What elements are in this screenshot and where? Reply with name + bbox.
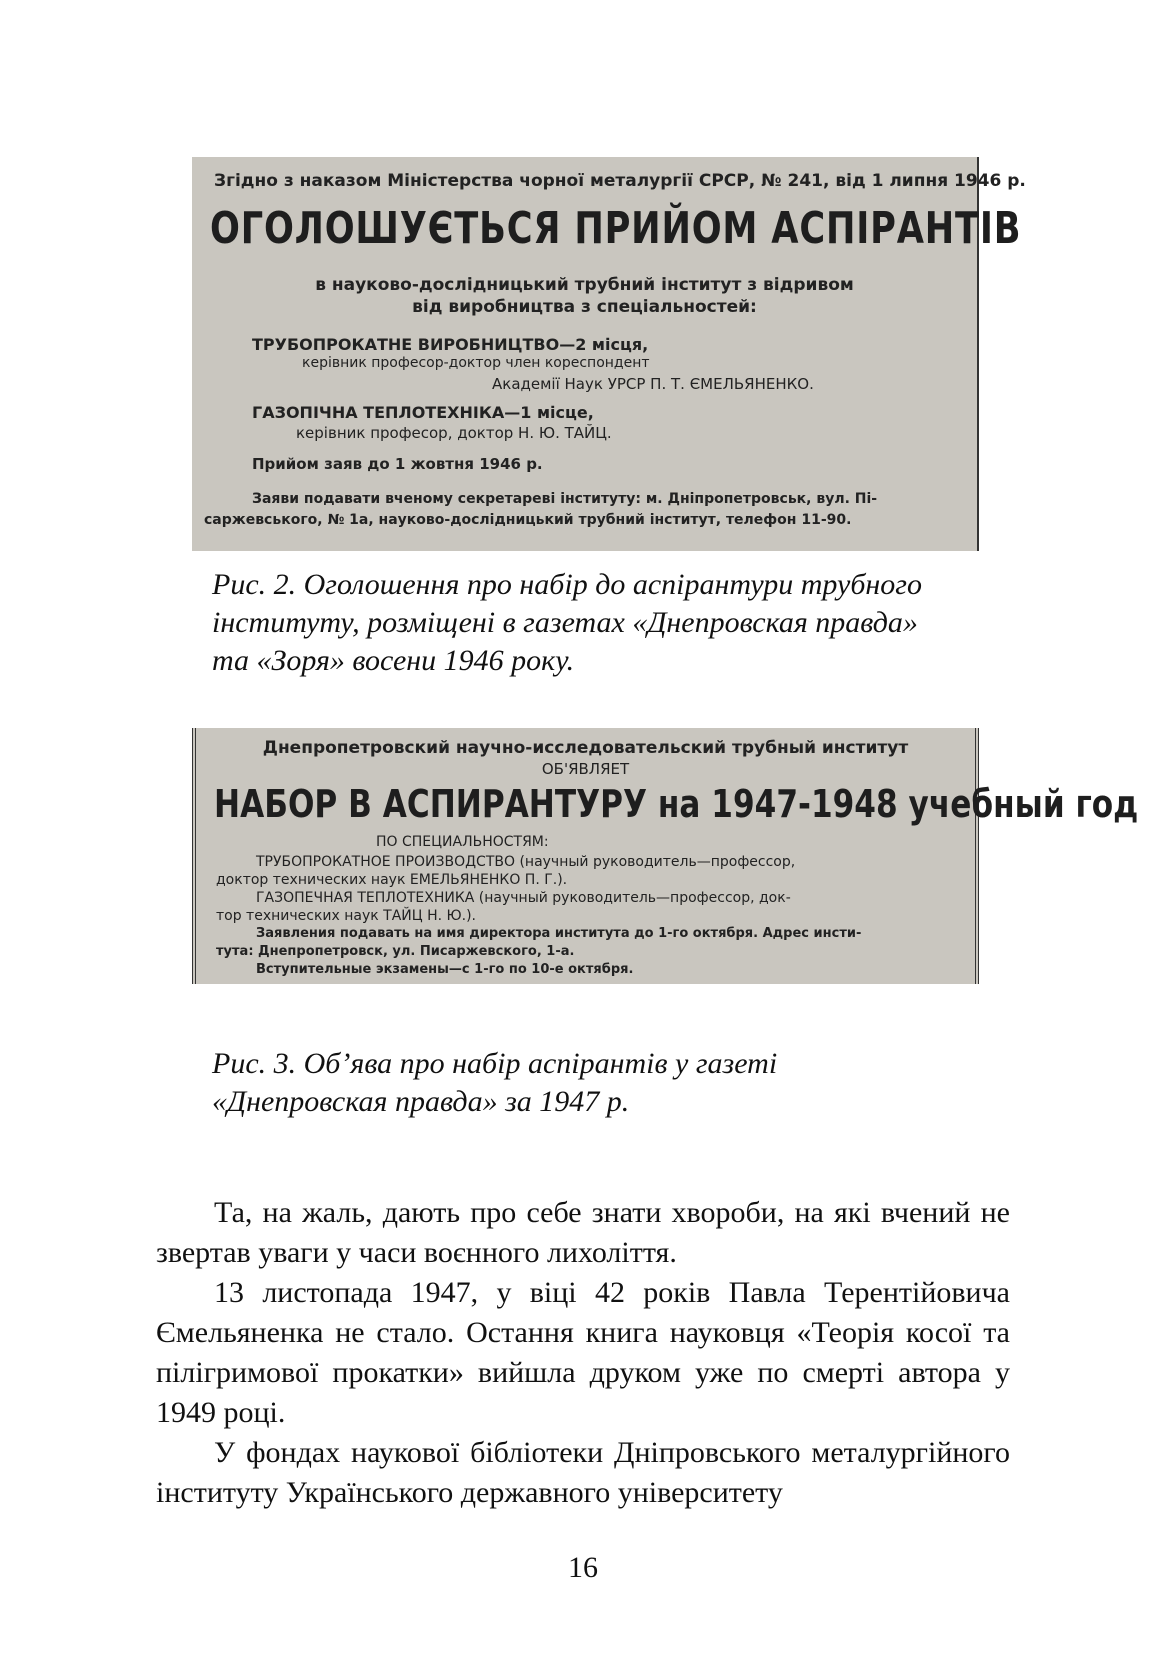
clipping-line: ТРУБОПРОКАТНЕ ВИРОБНИЦТВО—2 місця,	[252, 335, 649, 354]
clipping-line: доктор технических наук ЕМЕЛЬЯНЕНКО П. Г.).	[216, 872, 568, 888]
clipping-line: Академії Наук УРСР П. Т. ЄМЕЛЬЯНЕНКО.	[492, 375, 814, 393]
newspaper-clipping-1947	[192, 728, 1139, 984]
clipping-line: Заяви подавати вченому секретареві інституту: м. Дніпропетровськ, вул. Пі-	[252, 491, 878, 507]
clipping-headline: НАБОР В АСПИРАНТУРУ на 1947-1948 учебный год	[214, 782, 1139, 826]
clipping-line: керівник професор, доктор Н. Ю. ТАЙЦ.	[296, 424, 612, 442]
clipping-line: ТРУБОПРОКАТНОЕ ПРОИЗВОДСТВО (научный руководитель—профессор,	[256, 854, 796, 870]
clipping-line: керівник професор-доктор член кореспондент	[302, 355, 650, 371]
clipping-line: ОБ'ЯВЛЯЕТ	[541, 760, 630, 778]
clipping-line: тута: Днепропетровск, ул. Писаржевского, 1-а.	[216, 944, 575, 959]
clipping-line: Вступительные экзамены—с 1-го по 10-е октября.	[256, 962, 634, 977]
figure-caption-2: Рис. 2. Оголошення про набір до аспірантури трубного інституту, розміщені в газетах «Днепровская правда» та «Зоря» восени 1946 року.	[212, 568, 922, 677]
figure-caption-3: Рис. 3. Об’ява про набір аспірантів у газеті «Днепровская правда» за 1947 р.	[212, 1047, 778, 1118]
clipping-line: ГАЗОПЕЧНАЯ ТЕПЛОТЕХНИКА (научный руководитель—профессор, док-	[256, 890, 791, 906]
body-paragraph: У фондах наукової бібліотеки Дніпровського металургійного інституту Українського державного університету	[156, 1436, 1010, 1509]
clipping-line: Заявления подавать на имя директора института до 1-го октября. Адрес инсти-	[256, 926, 862, 941]
clipping-headline: ОГОЛОШУЄТЬСЯ ПРИЙОМ АСПІРАНТІВ	[210, 203, 1022, 254]
clipping-line: Згідно з наказом Міністерства чорної металургії СРСР, № 241, від 1 липня 1946 р.	[214, 171, 1026, 191]
clipping-line: ПО СПЕЦИАЛЬНОСТЯМ:	[376, 834, 549, 850]
clipping-line: Прийом заяв до 1 жовтня 1946 р.	[252, 455, 543, 473]
body-paragraph: 13 листопада 1947, у віці 42 років Павла Терентійовича Ємельяненка не стало. Остання книга науковця «Теорія косої та пілігримової прокатки» вийшла друком уже по смерті автора у 1949 році.	[156, 1276, 1010, 1429]
body-paragraph: Та, на жаль, дають про себе знати хвороби, на які вчений не звертав уваги у часи воєнного лихоліття.	[156, 1196, 1010, 1269]
clipping-line: тор технических наук ТАЙЦ Н. Ю.).	[216, 908, 476, 924]
newspaper-clipping-1946	[192, 157, 1026, 551]
clipping-line: ГАЗОПІЧНА ТЕПЛОТЕХНІКА—1 місце,	[252, 403, 594, 422]
clipping-line: Днепропетровский научно-исследовательский трубный институт	[262, 738, 909, 758]
clipping-line: в науково-дослідницький трубний інститут з відривом	[315, 275, 854, 295]
clipping-line: від виробництва з спеціальностей:	[412, 297, 757, 317]
page-number: 16	[568, 1551, 598, 1584]
clipping-line: саржевського, № 1а, науково-дослідницький трубний інститут, телефон 11-90.	[204, 512, 852, 528]
